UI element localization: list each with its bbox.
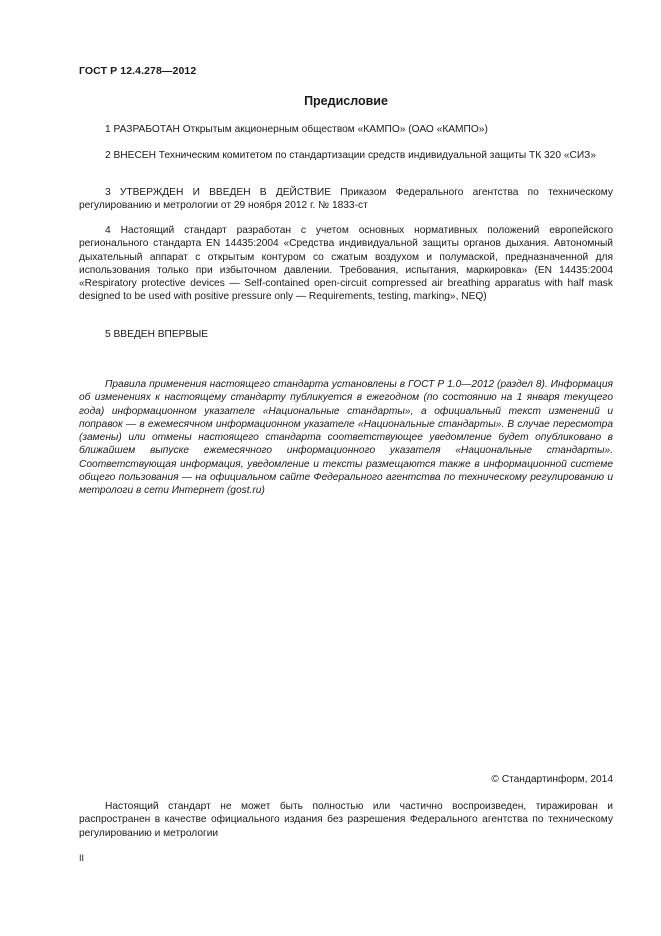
reprint-restriction-notice: Настоящий стандарт не может быть полностью или частично воспроизведен, тиражирован и распространен в качестве официального издания без разрешения Федерального агентства по техническому регулированию и метрологии <box>79 801 613 839</box>
page-title: Предисловие <box>304 94 388 108</box>
preface-item-4: 4 Настоящий стандарт разработан с учетом основных нормативных положений европейского регионального стандарта EN 14435:2004 «Средства индивидуальной защиты органов дыхания. Автономный дыхательный аппарат с открытым контуром со сжатым воздухом и полумаской, предназначенной для использования только при избыточном давлении. Требования, испытания, маркировка» (EN 14435:2004 «Respiratory protective devices — Self-contained open-circuit compressed air breathing apparatus with half mask designed to be used with positive pressure only — Requirements, testing, marking», NEQ) <box>79 225 613 303</box>
preface-item-3: 3 УТВЕРЖДЕН И ВВЕДЕН В ДЕЙСТВИЕ Приказом Федерального агентства по техническому регулированию и метрологии от 29 ноября 2012 г. № 1833-ст <box>79 187 613 212</box>
preface-item-5: 5 ВВЕДЕН ВПЕРВЫЕ <box>105 329 209 340</box>
application-rules-notice: Правила применения настоящего стандарта установлены в ГОСТ Р 1.0—2012 (раздел 8). Информация об изменениях к настоящему стандарту публикуется в ежегодном (по состоянию на 1 января текущего года) информационном указателе «Национальные стандарты», а официальный текст изменений и поправок — в ежемесячном информационном указателе «Национальные стандарты». В случае пересмотра (замены) или отмены настоящего стандарта соответствующее уведомление будет опубликовано в ближайшем выпуске ежемесячного информационного указателя «Национальные стандарты». Соответствующая информация, уведомление и тексты размещаются также в информационной системе общего пользования — на официальном сайте Федерального агентства по техническому регулированию и метрологи в сети Интернет (gost.ru) <box>79 379 613 497</box>
copyright-notice: © Стандартинформ, 2014 <box>491 774 613 785</box>
preface-item-1: 1 РАЗРАБОТАН Открытым акционерным обществом «КАМПО» (ОАО «КАМПО») <box>105 124 488 135</box>
document-code-header: ГОСТ Р 12.4.278—2012 <box>79 65 197 77</box>
page-number: II <box>79 853 85 863</box>
preface-item-2: 2 ВНЕСЕН Техническим комитетом по стандартизации средств индивидуальной защиты ТК 320 «СИЗ» <box>105 150 597 161</box>
